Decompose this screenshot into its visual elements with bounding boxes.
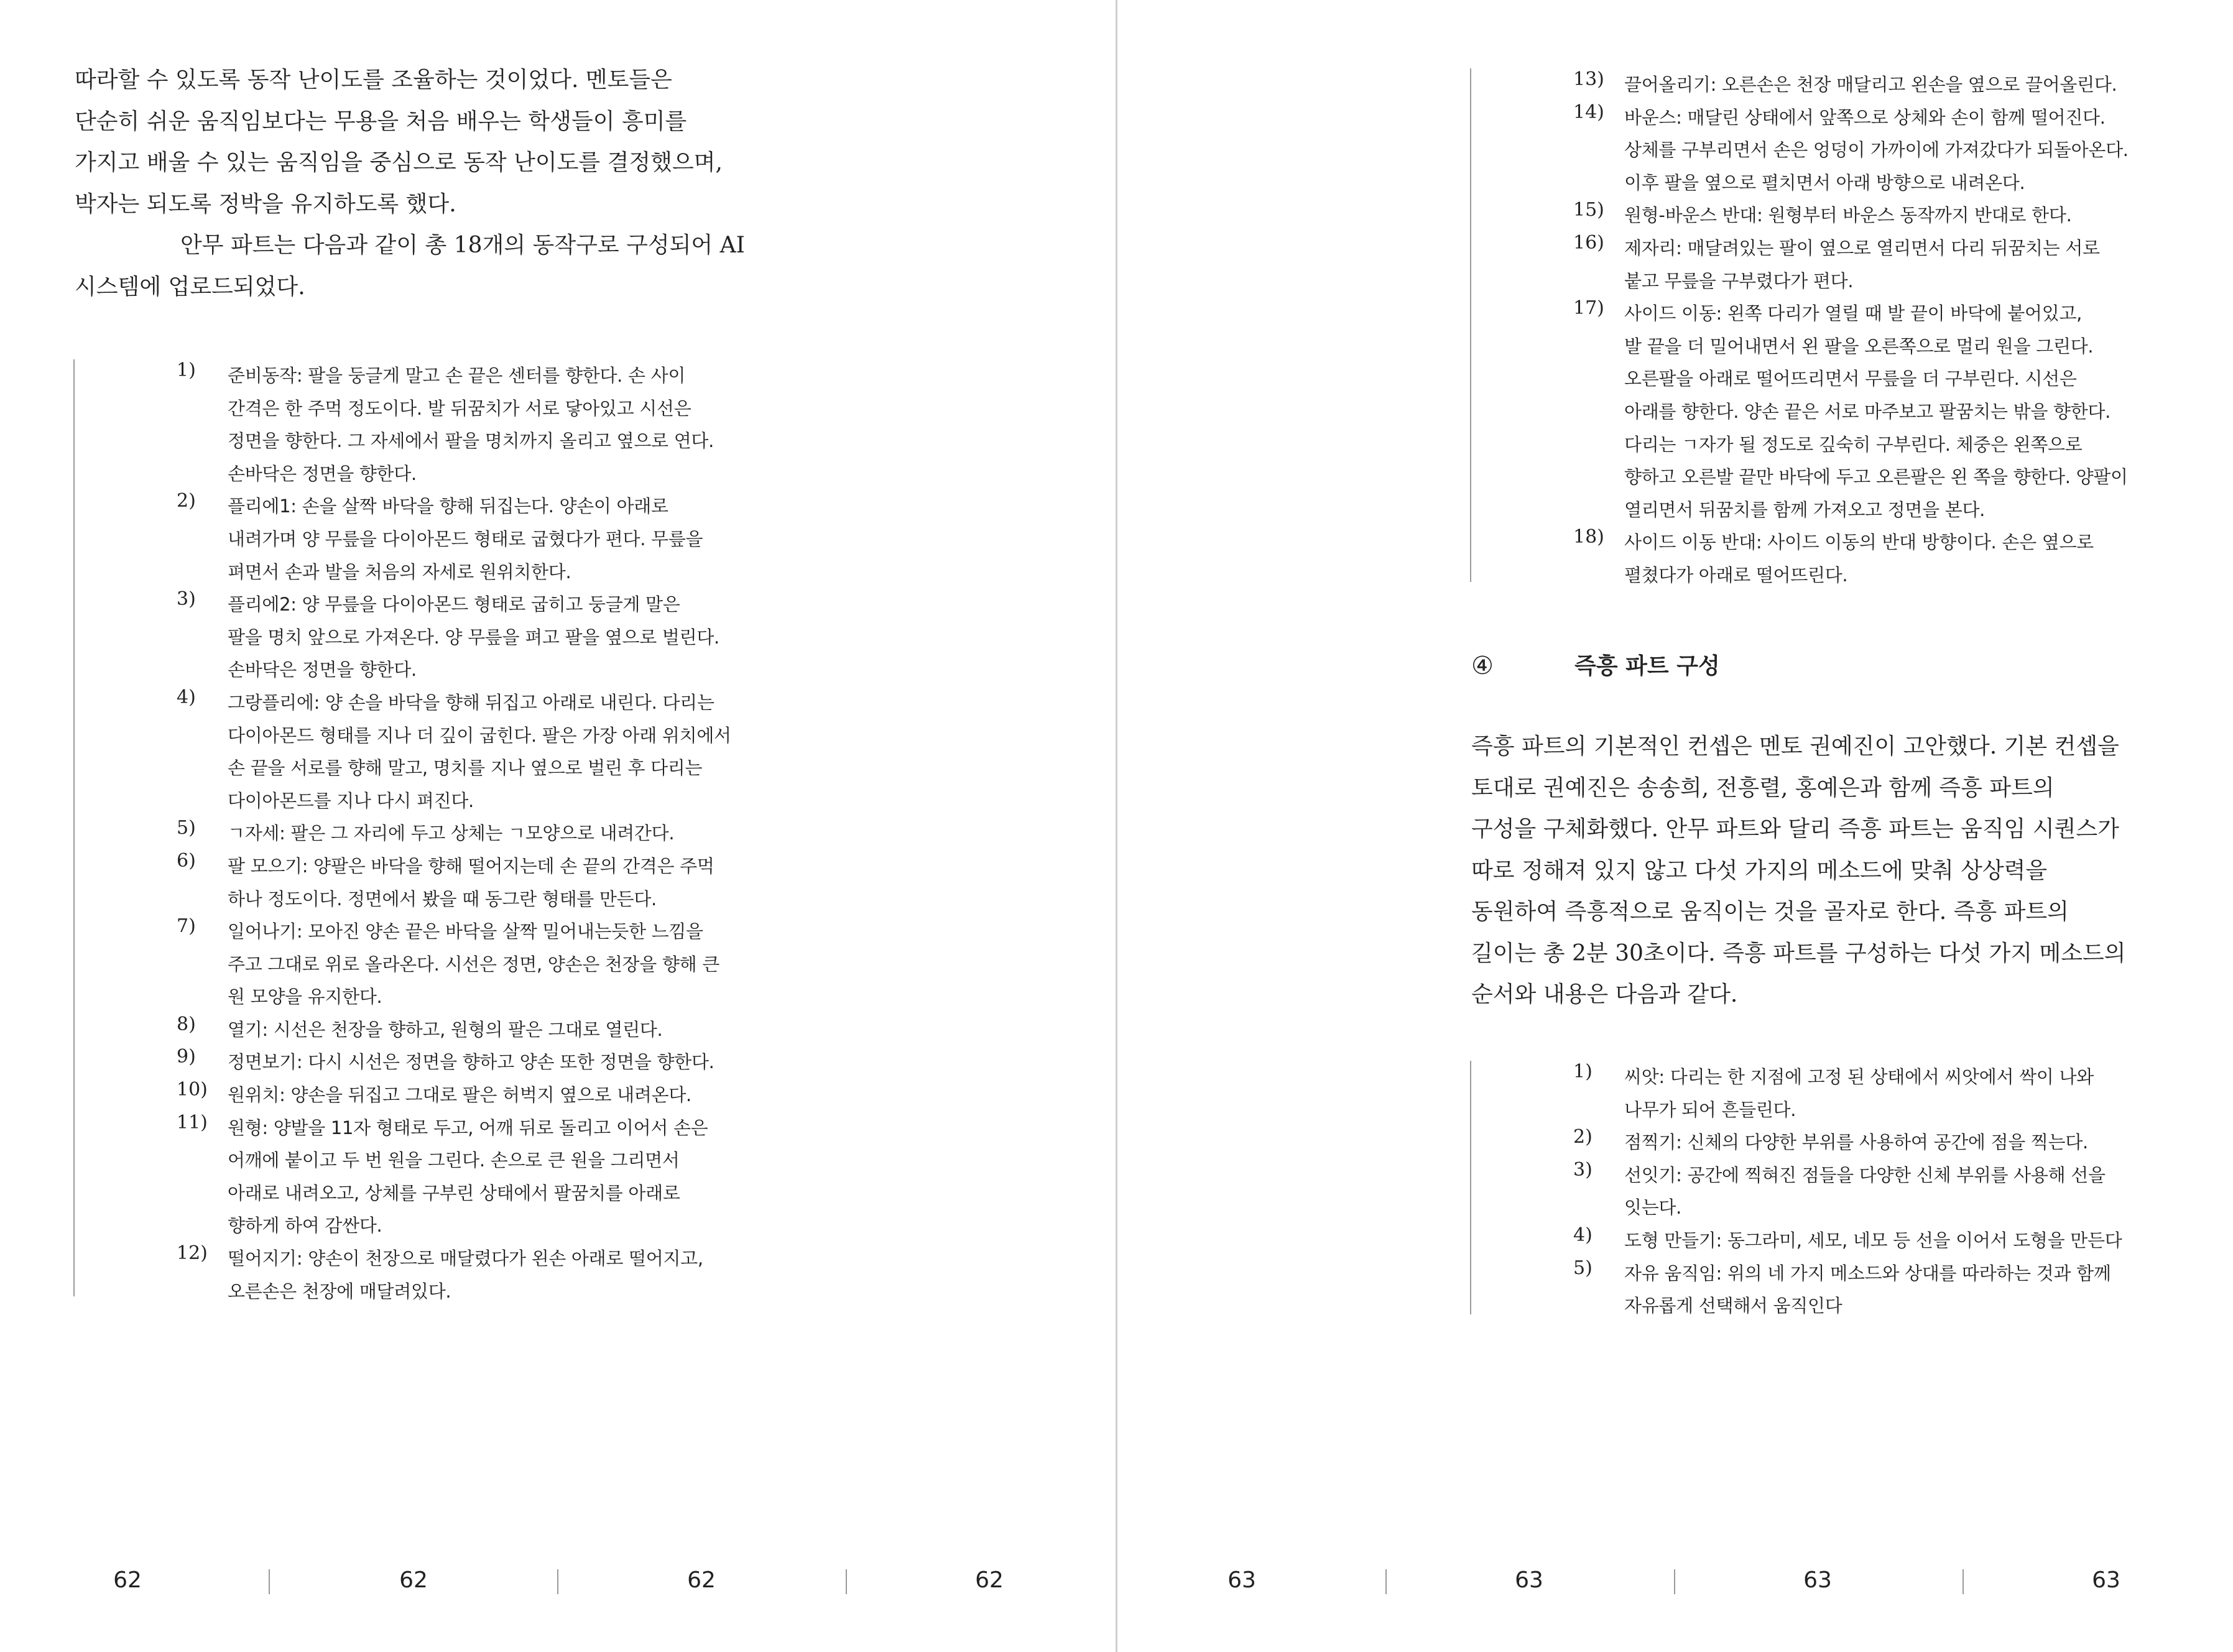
- divider: [557, 1569, 558, 1594]
- choreography-list-continued: [1470, 68, 2230, 586]
- list-text: ㄱ자세: 팔은 그 자리에 두고 상체는 ㄱ모양으로 내려간다.: [228, 823, 675, 844]
- list-item: [1573, 232, 2230, 297]
- divider: [846, 1569, 847, 1594]
- page-number-row: [0, 1567, 1117, 1604]
- list-item: [1573, 1159, 2217, 1224]
- list-item: [177, 1013, 796, 1046]
- list-item: [1573, 68, 2230, 101]
- list-text: 끌어올리기: 오른손은 천장 매달리고 왼손을 옆으로 끌어올린다.: [1624, 74, 2117, 95]
- intro-paragraph: [75, 60, 771, 308]
- section-number: ④: [1471, 652, 1494, 680]
- section-title: 즉흥 파트 구성: [1574, 653, 1720, 679]
- page-number: 62: [975, 1567, 1004, 1593]
- list-text: 씨앗: 다리는 한 지점에 고정 된 상태에서 씨앗에서 싹이 나와 나무가 되어 흔들린다.: [1624, 1066, 2094, 1120]
- divider: [1385, 1569, 1387, 1594]
- right-page: [1117, 0, 2233, 1652]
- list-text: 플리에2: 양 무릎을 다이아몬드 형태로 굽히고 둥글게 말은 팔을 명치 앞으로 가져온다. 양 무릎을 펴고 팔을 옆으로 벌린다. 손바닥은 정면을 향한다.: [228, 594, 719, 681]
- list-number: 2): [1573, 1126, 1593, 1148]
- page-number: 63: [1227, 1567, 1256, 1593]
- list-text: 팔 모으기: 양팔은 바닥을 향해 떨어지는데 손 끝의 간격은 주먹 하나 정도이다. 정면에서 봤을 때 동그란 형태를 만든다.: [228, 855, 714, 910]
- page-number: 63: [2092, 1567, 2120, 1593]
- list-number: 6): [177, 849, 196, 872]
- text-line: 시스템에 업로드되었다.: [75, 274, 305, 300]
- list-number: 3): [1573, 1158, 1593, 1181]
- list-item: [1573, 1061, 2217, 1126]
- list-item: [1573, 1224, 2217, 1257]
- list-item: [1573, 199, 2230, 232]
- list-number: 11): [177, 1111, 208, 1133]
- text-line: 안무 파트는 다음과 같이 총 18개의 동작구로 구성되어 AI: [180, 233, 745, 258]
- divider: [269, 1569, 270, 1594]
- text-line: 박자는 되도록 정박을 유지하도록 했다.: [75, 191, 456, 217]
- page-number: 62: [687, 1567, 716, 1593]
- list-item: [177, 850, 796, 915]
- list-number: 13): [1573, 68, 1604, 90]
- text-line: 즉흥 파트의 기본적인 컨셉은 멘토 권예진이 고안했다. 기본 컨셉을: [1471, 734, 2119, 759]
- text-line: 구성을 구체화했다. 안무 파트와 달리 즉흥 파트는 움직임 시퀀스가: [1471, 816, 2119, 842]
- list-text: 일어나기: 모아진 양손 끝은 바닥을 살짝 밀어내는듯한 느낌을 주고 그대로 위로 올라온다. 시선은 정면, 양손은 천장을 향해 큰 원 모양을 유지한다.: [228, 921, 719, 1008]
- list-item: [177, 1046, 796, 1079]
- list-item: [177, 915, 796, 1013]
- list-item: [177, 1079, 796, 1112]
- text-line: 따라할 수 있도록 동작 난이도를 조율하는 것이었다. 멘토들은: [75, 67, 672, 93]
- page-number: 63: [1803, 1567, 1832, 1593]
- page-number: 62: [113, 1567, 142, 1593]
- list-number: 7): [177, 915, 196, 938]
- list-number: 1): [1573, 1061, 1593, 1082]
- list-item: [177, 490, 796, 588]
- list-number: 2): [177, 490, 196, 512]
- list-item: [177, 817, 796, 850]
- list-text: 바운스: 매달린 상태에서 앞쪽으로 상체와 손이 함께 떨어진다. 상체를 구부리면서 손은 엉덩이 가까이에 가져갔다가 되돌아온다. 이후 팔을 옆으로 펼치면서 아래 방향으로 내려온다.: [1624, 106, 2129, 193]
- list-text: 떨어지기: 양손이 천장으로 매달렸다가 왼손 아래로 떨어지고, 오른손은 천장에 매달려있다.: [228, 1248, 703, 1302]
- divider: [1963, 1569, 1964, 1594]
- list-text: 그랑플리에: 양 손을 바닥을 향해 뒤집고 아래로 내린다. 다리는 다이아몬드 형태를 지나 더 깊이 굽힌다. 팔은 가장 아래 위치에서 손 끝을 서로를 향해 말고, 명치를 지나 옆으로 벌린 후 다리는 다이아몬드를 지나 다시 펴진다.: [228, 691, 731, 811]
- list-item: [1573, 101, 2230, 200]
- list-text: 자유 움직임: 위의 네 가지 메소드와 상대를 따라하는 것과 함께 자유롭게 선택해서 움직인다: [1624, 1262, 2111, 1317]
- list-text: 원위치: 양손을 뒤집고 그대로 팔은 허벅지 옆으로 내려온다.: [228, 1084, 691, 1106]
- list-item: [1573, 1257, 2217, 1322]
- list-text: 점찍기: 신체의 다양한 부위를 사용하여 공간에 점을 찍는다.: [1624, 1132, 2088, 1153]
- page-number: 62: [399, 1567, 428, 1593]
- list-text: 열기: 시선은 천장을 향하고, 원형의 팔은 그대로 열린다.: [228, 1018, 663, 1040]
- list-text: 원형-바운스 반대: 원형부터 바운스 동작까지 반대로 한다.: [1624, 205, 2072, 226]
- list-text: 원형: 양발을 11자 형태로 두고, 어깨 뒤로 돌리고 이어서 손은 어깨에 붙이고 두 번 원을 그린다. 손으로 큰 원을 그리면서 아래로 내려오고, 상체를 구부린 상태에서 팔꿈치를 아래로 향하게 하여 감싼다.: [228, 1117, 708, 1237]
- text-line: 순서와 내용은 다음과 같다.: [1471, 982, 1738, 1007]
- list-text: 정면보기: 다시 시선은 정면을 향하고 양손 또한 정면을 향한다.: [228, 1051, 714, 1073]
- list-text: 사이드 이동: 왼쪽 다리가 열릴 때 발 끝이 바닥에 붙어있고, 발 끝을 더 밀어내면서 왼 팔을 오른쪽으로 멀리 원을 그린다. 오른팔을 아래로 떨어뜨리면서 무릎을 더 구부린다. 시선은 아래를 향한다. 양손 끝은 서로 마주보고 팔꿈치는 밖을 향한다. 다리는 ㄱ자가 될 정도로 깊숙히 구부린다. 체중은 왼쪽으로 향하고 오른발 끝만 바닥에 두고 오른팔은 왼 쪽을 향한다. 양팔이 열리면서 뒤꿈치를 함께 가져오고 정면을 본다.: [1624, 303, 2128, 520]
- list-item: [177, 359, 796, 490]
- list-number: 8): [177, 1013, 196, 1035]
- text-line: 따로 정해져 있지 않고 다섯 가지의 메소드에 맞춰 상상력을: [1471, 857, 2048, 884]
- list-item: [1573, 526, 2230, 591]
- list-item: [177, 1242, 796, 1308]
- list-number: 9): [177, 1046, 196, 1068]
- list-item: [177, 1112, 796, 1242]
- list-number: 5): [177, 817, 196, 839]
- list-item: [1573, 297, 2230, 526]
- list-number: 17): [1573, 297, 1604, 320]
- text-line: 토대로 권예진은 송송희, 전흥렬, 홍예은과 함께 즉흥 파트의: [1471, 775, 2055, 801]
- text-line: 단순히 쉬운 움직임보다는 무용을 처음 배우는 학생들이 흥미를: [75, 108, 687, 134]
- list-item: [177, 686, 796, 817]
- section-heading: [1471, 650, 2093, 688]
- list-number: 18): [1573, 526, 1604, 548]
- list-number: 10): [177, 1079, 208, 1101]
- list-text: 준비동작: 팔을 둥글게 말고 손 끝은 센터를 향한다. 손 사이 간격은 한 주먹 정도이다. 발 뒤꿈치가 서로 닿아있고 시선은 정면을 향한다. 그 자세에서 팔을 명치까지 올리고 옆으로 연다. 손바닥은 정면을 향한다.: [228, 365, 714, 484]
- list-number: 1): [177, 359, 196, 381]
- list-item: [1573, 1126, 2217, 1159]
- text-line: 길이는 총 2분 30초이다. 즉흥 파트를 구성하는 다섯 가지 메소드의: [1471, 940, 2126, 966]
- improv-method-list: [1470, 1061, 2217, 1317]
- list-text: 사이드 이동 반대: 사이드 이동의 반대 방향이다. 손은 옆으로 펼쳤다가 아래로 떨어뜨린다.: [1624, 532, 2094, 586]
- list-text: 플리에1: 손을 살짝 바닥을 향해 뒤집는다. 양손이 아래로 내려가며 양 무릎을 다이아몬드 형태로 굽혔다가 편다. 무릎을 펴면서 손과 발을 처음의 자세로 원위치한다.: [228, 496, 703, 583]
- text-line: 가지고 배울 수 있는 움직임을 중심으로 동작 난이도를 결정했으며,: [75, 150, 723, 175]
- improv-paragraph: [1471, 726, 2217, 1016]
- page-number-row: [1117, 1567, 2233, 1604]
- list-number: 12): [177, 1242, 208, 1265]
- list-number: 4): [177, 686, 196, 708]
- divider: [1674, 1569, 1675, 1594]
- page-number: 63: [1515, 1567, 1543, 1593]
- list-number: 15): [1573, 199, 1604, 221]
- list-number: 16): [1573, 231, 1604, 254]
- list-number: 5): [1573, 1257, 1593, 1279]
- choreography-list: [73, 359, 796, 1302]
- list-number: 14): [1573, 101, 1604, 123]
- text-line: 동원하여 즉흥적으로 움직이는 것을 골자로 한다. 즉흥 파트의: [1471, 899, 2069, 925]
- list-text: 선잇기: 공간에 찍혀진 점들을 다양한 신체 부위를 사용해 선을 잇는다.: [1624, 1164, 2106, 1219]
- list-text: 도형 만들기: 동그라미, 세모, 네모 등 선을 이어서 도형을 만든다: [1624, 1229, 2122, 1251]
- list-text: 제자리: 매달려있는 팔이 옆으로 열리면서 다리 뒤꿈치는 서로 붙고 무릎을 구부렸다가 편다.: [1624, 237, 2100, 292]
- list-item: [177, 588, 796, 686]
- list-number: 3): [177, 588, 196, 611]
- list-number: 4): [1573, 1224, 1593, 1246]
